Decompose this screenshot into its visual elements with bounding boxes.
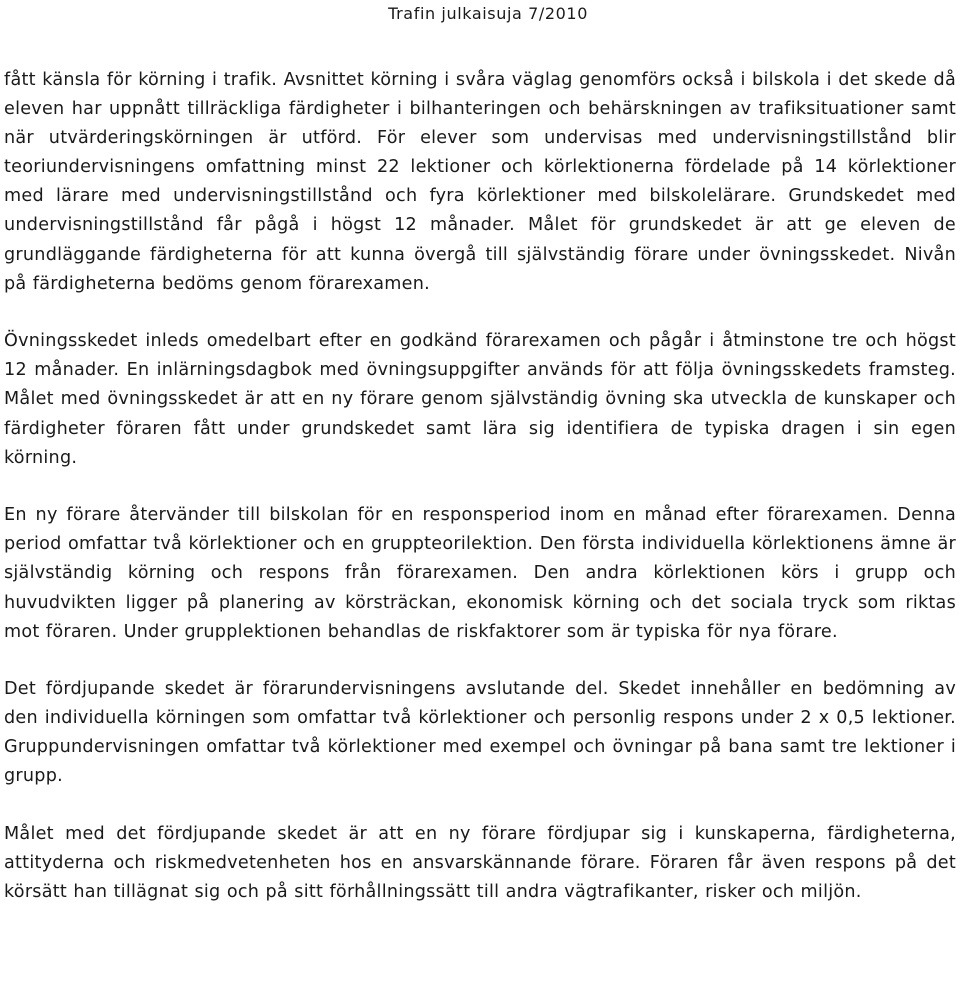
paragraph-advanced-stage-goal: Målet med det fördjupande skedet är att en ny förare fördjupar sig i kunskaperna, färdigheterna, attityderna och riskmedvetenheten hos en ansvarskännande förare. Föraren får även respons på det körsätt han tillägnat sig och på sitt förhållningssätt till andra vägtrafikanter, risker och miljön. bbox=[4, 824, 956, 903]
running-header-title: Trafin julkaisuja 7/2010 bbox=[388, 4, 588, 23]
document-body bbox=[4, 66, 956, 907]
paragraph-basic-stage: fått känsla för körning i trafik. Avsnittet körning i svåra väglag genomförs också i bilskola i det skede då eleven har uppnått tillräckliga färdigheter i bilhanteringen och behärskningen av trafiksituationer samt när utvärderingskörningen är utförd. För elever som undervisas med undervisningstillstånd blir teoriundervisningens omfattning minst 22 lektioner och körlektionerna fördelade på 14 körlektioner med lärare med undervisningstillstånd och fyra körlektioner med bilskolelärare. Grundskedet med undervisningstillstånd får pågå i högst 12 månader. Målet för grundskedet är att ge eleven de grundläggande färdigheterna för att kunna övergå till självständig förare under övningsskedet. Nivån på färdigheterna bedöms genom förarexamen. bbox=[4, 70, 956, 294]
paragraph-practice-stage: Övningsskedet inleds omedelbart efter en godkänd förarexamen och pågår i åtminstone tre och högst 12 månader. En inlärningsdagbok med övningsuppgifter används för att följa övningsskedets framsteg. Målet med övningsskedet är att en ny förare genom självständig övning ska utveckla de kunskaper och färdigheter föraren fått under grundskedet samt lära sig identifiera de typiska dragen i sin egen körning. bbox=[4, 331, 956, 468]
paragraph-response-period: En ny förare återvänder till bilskolan för en responsperiod inom en månad efter förarexamen. Denna period omfattar två körlektioner och en gruppteorilektion. Den första individuella körlektionens ämne är självständig körning och respons från förarexamen. Den andra körlektionen körs i grupp och huvudvikten ligger på planering av körsträckan, ekonomisk körning och det sociala tryck som riktas mot föraren. Under grupplektionen behandlas de riskfaktorer som är typiska för nya förare. bbox=[4, 505, 956, 642]
paragraph-advanced-stage: Det fördjupande skedet är förarundervisningens avslutande del. Skedet innehåller en bedömning av den individuella körningen som omfattar två körlektioner och personlig respons under 2 x 0,5 lektioner. Gruppundervisningen omfattar två körlektioner med exempel och övningar på bana samt tre lektioner i grupp. bbox=[4, 679, 956, 787]
